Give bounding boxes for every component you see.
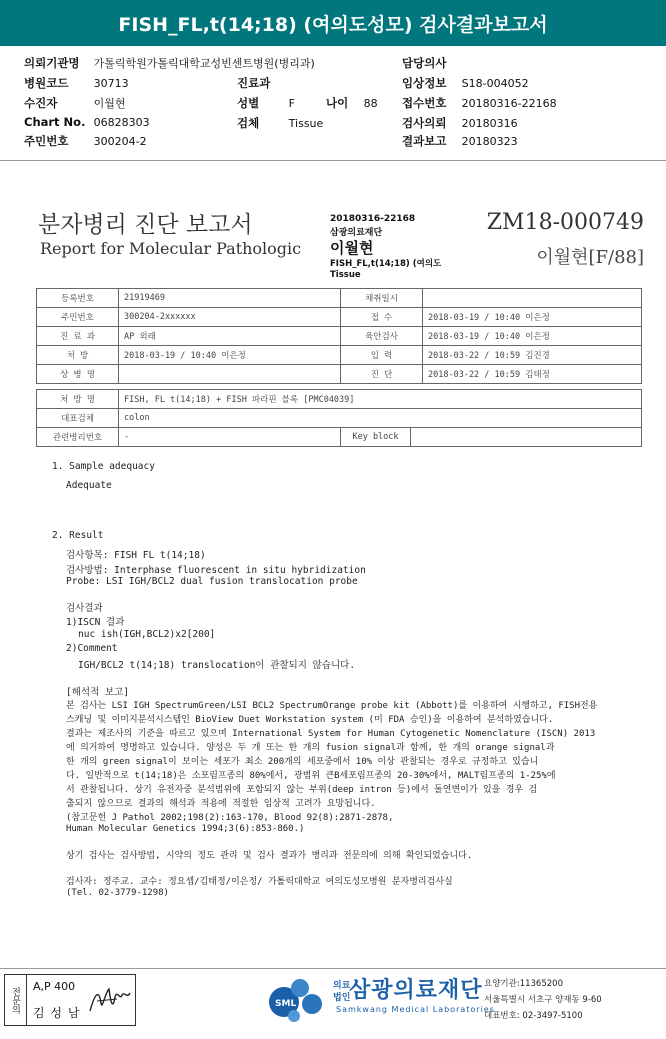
specimen-value: Tissue — [288, 117, 324, 130]
table-cell: 2018-03-22 / 10:59 김진경 — [423, 346, 642, 365]
section-1-heading: 1. Sample adequacy — [52, 461, 155, 472]
code-value: 30713 — [93, 77, 129, 90]
case-number: ZM18-000749 — [486, 210, 644, 235]
interpretation-line: 다. 일반적으로 t(14;18)은 소포림프종의 80%에서, 광범위 큰B세포림프종의 20-30%에서, MALT림프종의 1-25%에 — [66, 771, 556, 781]
table-cell — [119, 365, 341, 384]
report-title: FISH_FL,t(14;18) (여의도성모) 검사결과보고서 — [118, 13, 548, 36]
code-label: 병원코드 — [24, 76, 69, 90]
request-row — [402, 115, 518, 131]
result-probe: Probe: LSI IGH/BCL2 dual fusion translocation probe — [66, 576, 358, 587]
specimen-label-sticker — [326, 212, 484, 278]
table-cell: 21919469 — [119, 289, 341, 308]
table-row — [37, 409, 642, 428]
table-cell: FISH, FL t(14;18) + FISH 파라핀 블록 [PMC04039] — [119, 390, 642, 409]
table-cell: 채취일시 — [341, 289, 423, 308]
scanned-report — [8, 168, 658, 963]
examiner-line: 검사자: 정주교. 교수: 정요셉/김태정/이은정/ 가톨릭대학교 여의도성모병원 분자병리검사실 — [66, 877, 453, 887]
table-row — [37, 308, 642, 327]
table-cell: 2018-03-22 / 10:59 김태정 — [423, 365, 642, 384]
request-label: 검사의뢰 — [402, 116, 447, 130]
section-2-heading: 2. Result — [52, 530, 104, 541]
sex-row — [237, 95, 295, 111]
age-label: 나이 — [326, 96, 349, 110]
table-cell: 육안검사 — [341, 327, 423, 346]
main-phone: 대표번호: 02-3497-5100 — [484, 1011, 583, 1021]
ap-code: A,P 400 — [33, 980, 76, 993]
interpretation-line: 본 검사는 LSI IGH SpectrumGreen/LSI BCL2 SpectrumOrange probe kit (Abbott)를 이용하여 시행하고, FISH전용 — [66, 701, 598, 711]
footer-divider — [0, 968, 666, 969]
table-cell — [423, 289, 642, 308]
receipt-value: 20180316-22168 — [461, 97, 557, 110]
interpretation-line: 결과는 제조사의 기준을 따르고 있으며 International System for Human Cytogenetic Nomenclature (ISCN) 2013 — [66, 729, 596, 739]
table-cell — [411, 428, 642, 447]
pathologist-stamp — [4, 974, 136, 1026]
case-patient: 이월현[F/88] — [536, 247, 644, 268]
iscn-heading: 1)ISCN 결과 — [66, 617, 125, 628]
signer-name: 김 성 남 — [33, 1006, 81, 1020]
institution-label: 의뢰기관명 — [24, 56, 80, 70]
table-cell: 300204-2xxxxxx — [119, 308, 341, 327]
table-cell: colon — [119, 409, 642, 428]
dept-label: 진료과 — [237, 76, 271, 90]
receipt-row — [402, 95, 557, 111]
clinical-row — [402, 75, 529, 91]
interpretation-heading: [해석적 보고] — [66, 687, 130, 698]
logo-badge-text: SML — [275, 999, 297, 1009]
signature-image — [87, 983, 133, 1019]
table-row — [37, 346, 642, 365]
scan-title-en: Report for Molecular Pathologic — [40, 239, 302, 258]
sex-label: 성별 — [237, 96, 260, 110]
report-date-row — [402, 133, 518, 149]
prescription-table — [36, 389, 642, 447]
clinical-value: S18-004052 — [461, 77, 529, 90]
age-value: 88 — [363, 97, 378, 110]
result-item: 검사항목: FISH FL t(14;18) — [66, 550, 206, 561]
table-cell: Key block — [341, 428, 411, 447]
sticker-line-3: 이월현 — [330, 239, 374, 257]
table-cell: 관련병리번호 — [37, 428, 119, 447]
table-cell: 진 단 — [341, 365, 423, 384]
table-cell: 2018-03-19 / 10:40 이은정 — [119, 346, 341, 365]
dept-row — [237, 75, 274, 91]
result-method: 검사방법: Interphase fluorescent in situ hybridization — [66, 565, 366, 576]
table-cell: 2018-03-19 / 10:40 이은정 — [423, 327, 642, 346]
logo-small-top: 의료 — [333, 981, 351, 991]
patient-row — [24, 95, 126, 111]
facility-code: 요양기관:11365200 — [484, 979, 563, 989]
comment-heading: 2)Comment — [66, 643, 118, 654]
interpretation-line: 한 개의 green signal이 보이는 세포가 최소 200개의 세포중에서 10% 이상 관찰되는 경우로 규정하고 있습니 — [66, 757, 539, 767]
comment-value: IGH/BCL2 t(14;18) translocation이 관찰되지 않습니다. — [78, 660, 356, 671]
sml-logo-icon — [264, 972, 334, 1024]
table-cell: 처 방 — [37, 346, 119, 365]
section-1-value: Adequate — [66, 480, 112, 491]
table-cell: AP 외래 — [119, 327, 341, 346]
doctor-row — [402, 55, 450, 71]
age-row — [326, 95, 378, 111]
order-info-table — [36, 288, 642, 384]
interpretation-line: 서 관찰됩니다. 상기 유전자중 분석범위에 포함되지 않는 부위(deep intron 등)에서 돌연변이가 있을 경우 검 — [66, 785, 538, 795]
header-divider — [0, 160, 666, 161]
institution-row — [24, 55, 315, 71]
table-row — [37, 289, 642, 308]
report-date-value: 20180323 — [461, 135, 518, 148]
receipt-label: 접수번호 — [402, 96, 447, 110]
table-cell: 진 료 과 — [37, 327, 119, 346]
lab-phone: (Tel. 02-3779-1298) — [66, 888, 169, 898]
table-cell: 접 수 — [341, 308, 423, 327]
specimen-row — [237, 115, 323, 131]
logo-english: Samkwang Medical Laboratories — [336, 1005, 495, 1014]
institution-value: 가톨릭학원가톨릭대학교성빈센트병원(병리과) — [93, 57, 315, 70]
table-cell: 상 병 명 — [37, 365, 119, 384]
interpretation-line: 스캐닝 및 이미지분석시스템인 BioView Duet Workstation system (미 FDA 승인)을 이용하여 분석하였습니다. — [66, 715, 554, 725]
logo-small-bottom: 법인 — [333, 993, 351, 1003]
chart-label: Chart No. — [24, 115, 86, 129]
lab-address: 서울특별시 서초구 양재동 9-60 — [484, 995, 602, 1005]
resident-row — [24, 133, 147, 149]
specimen-label: 검체 — [237, 116, 260, 130]
logo-name: 삼광의료재단 — [349, 978, 483, 1003]
doctor-label: 담당의사 — [402, 56, 447, 70]
table-row — [37, 390, 642, 409]
scan-title-ko: 분자병리 진단 보고서 — [38, 212, 253, 238]
table-cell: 처 방 명 — [37, 390, 119, 409]
table-cell: 2018-03-19 / 10:40 이은정 — [423, 308, 642, 327]
table-row — [37, 428, 642, 447]
sticker-line-1: 20180316-22168 — [330, 214, 416, 224]
chart-value: 06828303 — [93, 116, 150, 129]
table-row — [37, 327, 642, 346]
patient-label: 수진자 — [24, 96, 58, 110]
resident-label: 주민번호 — [24, 134, 69, 148]
table-cell: 대표검체 — [37, 409, 119, 428]
table-row — [37, 365, 642, 384]
clinical-label: 임상정보 — [402, 76, 447, 90]
interpretation-line: (참고문헌 J Pathol 2002;198(2):163-170, Blood 92(8):2871-2878, — [66, 813, 394, 823]
result-heading: 검사결과 — [66, 603, 103, 614]
sticker-line-4: FISH_FL,t(14;18) (여의도 — [330, 259, 442, 269]
interpretation-line: 출되지 않으므로 결과의 해석과 적용에 적절한 임상적 고려가 요망됩니다. — [66, 799, 376, 809]
stamp-side-label: 전문의 — [5, 975, 27, 1025]
report-title-bar — [0, 0, 666, 46]
request-value: 20180316 — [461, 117, 518, 130]
table-cell: 등록번호 — [37, 289, 119, 308]
report-date-label: 결과보고 — [402, 134, 447, 148]
iscn-value: nuc ish(IGH,BCL2)x2[200] — [78, 629, 216, 640]
code-row — [24, 75, 129, 91]
interpretation-line: Human Molecular Genetics 1994;3(6):853-860.) — [66, 824, 305, 834]
sticker-line-2: 삼광의료재단 — [330, 228, 383, 238]
sticker-line-5: Tissue — [330, 270, 361, 280]
interpretation-line: 에 의거하여 명명하고 있습니다. 양성은 두 개 또는 한 개의 fusion signal과 함께, 한 개의 orange signal과 — [66, 743, 555, 753]
sex-value: F — [288, 97, 295, 110]
patient-value: 이월현 — [93, 97, 126, 110]
table-cell: - — [119, 428, 341, 447]
resident-value: 300204-2 — [93, 135, 147, 148]
table-cell: 입 력 — [341, 346, 423, 365]
table-cell: 주민번호 — [37, 308, 119, 327]
closing-statement: 상기 검사는 검사방법, 시약의 정도 관리 및 검사 결과가 병리과 전문의에 의해 확인되었습니다. — [66, 851, 473, 861]
chart-row — [24, 115, 150, 129]
